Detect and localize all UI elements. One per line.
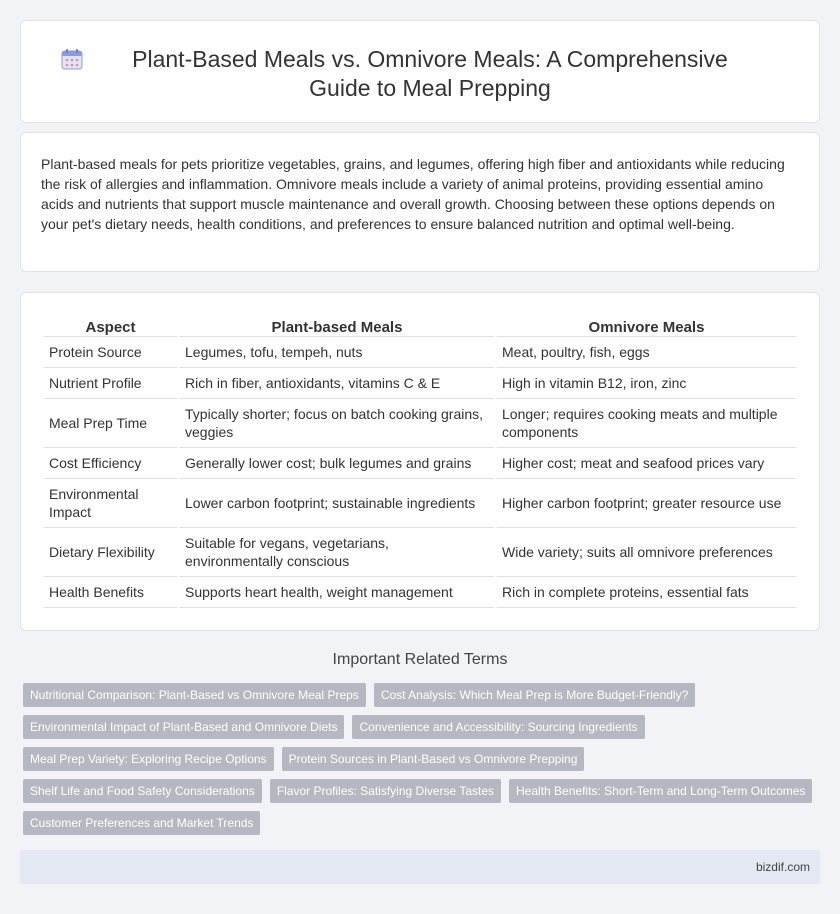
page-title: Plant-Based Meals vs. Omnivore Meals: A Comprehensive Guide to Meal Prepping (132, 46, 728, 101)
related-term-tag[interactable]: Cost Analysis: Which Meal Prep is More Budget-Friendly? (374, 683, 695, 707)
table-cell: Dietary Flexibility (44, 528, 177, 577)
table-row (44, 577, 796, 608)
related-terms-list (23, 683, 823, 843)
table-row (44, 528, 796, 577)
table-cell: Nutrient Profile (44, 368, 177, 399)
table-cell: Meal Prep Time (44, 399, 177, 448)
comparison-table-card (20, 292, 820, 631)
table-cell: Typically shorter; focus on batch cooking grains, veggies (180, 399, 494, 448)
table-row (44, 337, 796, 368)
comparison-table (41, 315, 799, 608)
column-header-aspect: Aspect (44, 315, 177, 337)
column-header-plant-based: Plant-based Meals (180, 315, 494, 337)
table-row (44, 368, 796, 399)
column-header-omnivore: Omnivore Meals (497, 315, 796, 337)
related-term-tag[interactable]: Flavor Profiles: Satisfying Diverse Tastes (270, 779, 501, 803)
related-term-tag[interactable]: Convenience and Accessibility: Sourcing Ingredients (352, 715, 644, 739)
table-cell: Cost Efficiency (44, 448, 177, 479)
table-row (44, 399, 796, 448)
table-cell: Protein Source (44, 337, 177, 368)
related-term-tag[interactable]: Health Benefits: Short-Term and Long-Term Outcomes (509, 779, 812, 803)
related-term-tag[interactable]: Environmental Impact of Plant-Based and Omnivore Diets (23, 715, 344, 739)
table-cell: Legumes, tofu, tempeh, nuts (180, 337, 494, 368)
related-term-tag[interactable]: Nutritional Comparison: Plant-Based vs Omnivore Meal Preps (23, 683, 366, 707)
table-row (44, 479, 796, 528)
header-card (20, 20, 820, 123)
table-row (44, 448, 796, 479)
table-cell: High in vitamin B12, iron, zinc (497, 368, 796, 399)
table-cell: Supports heart health, weight management (180, 577, 494, 608)
footer-site-link[interactable]: bizdif.com (755, 860, 810, 874)
table-cell: Meat, poultry, fish, eggs (497, 337, 796, 368)
table-cell: Rich in complete proteins, essential fats (497, 577, 796, 608)
table-cell: Lower carbon footprint; sustainable ingredients (180, 479, 494, 528)
footer (20, 850, 820, 884)
table-cell: Generally lower cost; bulk legumes and grains (180, 448, 494, 479)
intro-paragraph: Plant-based meals for pets prioritize vegetables, grains, and legumes, offering high fiber and antioxidants while reducing the risk of allergies and inflammation. Omnivore meals include a variety of animal proteins, providing essential amino acids and nutrients that support muscle maintenance and overall growth. Choosing between these options depends on your pet's dietary needs, health conditions, and preferences to ensure balanced nutrition and optimal well-being. (41, 156, 785, 232)
related-term-tag[interactable]: Meal Prep Variety: Exploring Recipe Options (23, 747, 274, 771)
intro-card (20, 132, 820, 272)
table-cell: Higher cost; meat and seafood prices vary (497, 448, 796, 479)
table-cell: Longer; requires cooking meats and multiple components (497, 399, 796, 448)
related-term-tag[interactable]: Customer Preferences and Market Trends (23, 811, 260, 835)
table-cell: Higher carbon footprint; greater resource use (497, 479, 796, 528)
table-header-row (44, 315, 796, 337)
table-cell: Suitable for vegans, vegetarians, environmentally conscious (180, 528, 494, 577)
table-cell: Wide variety; suits all omnivore preferences (497, 528, 796, 577)
table-cell: Rich in fiber, antioxidants, vitamins C & E (180, 368, 494, 399)
table-cell: Environmental Impact (44, 479, 177, 528)
related-terms-heading: Important Related Terms (332, 651, 508, 668)
table-cell: Health Benefits (44, 577, 177, 608)
related-term-tag[interactable]: Shelf Life and Food Safety Considerations (23, 779, 262, 803)
related-term-tag[interactable]: Protein Sources in Plant-Based vs Omnivore Prepping (282, 747, 585, 771)
